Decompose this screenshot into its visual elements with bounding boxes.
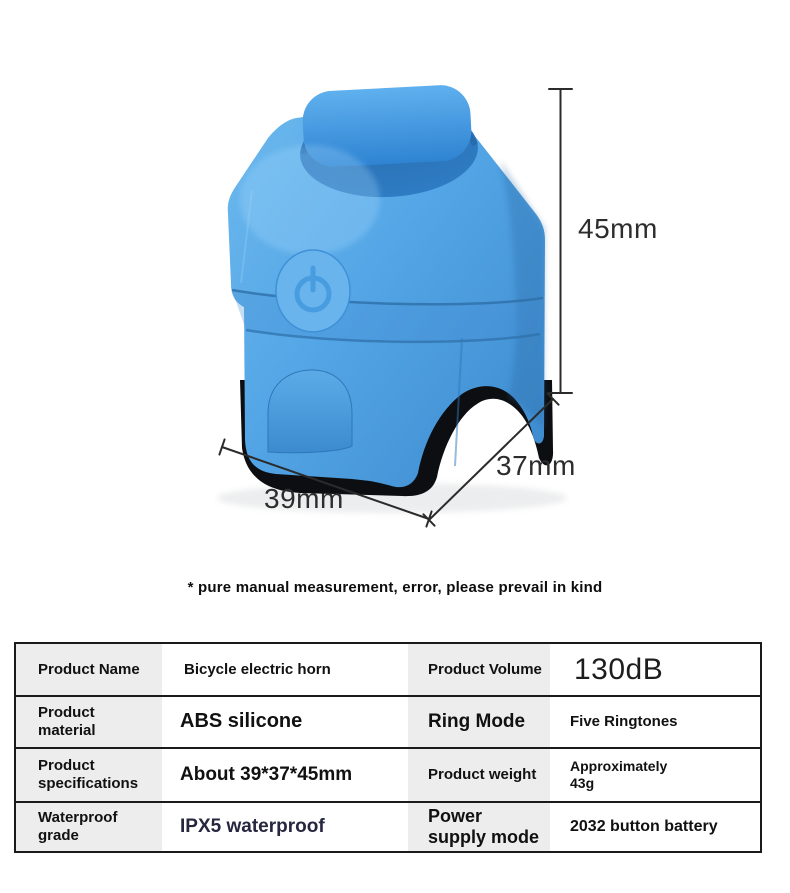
dimension-line-height bbox=[549, 89, 572, 393]
spec-label-product-specifications: Product specifications bbox=[16, 747, 162, 801]
power-button bbox=[276, 250, 350, 332]
dimension-label-height: 45mm bbox=[578, 213, 658, 244]
spec-label-product-material: Product material bbox=[16, 695, 162, 747]
spec-value-product-material: ABS silicone bbox=[162, 695, 408, 747]
spec-label-waterproof-grade: Waterproof grade bbox=[16, 801, 162, 851]
spec-value-waterproof-grade: IPX5 waterproof bbox=[162, 801, 408, 851]
spec-label-product-volume: Product Volume bbox=[408, 644, 550, 695]
spec-label-product-weight: Product weight bbox=[408, 747, 550, 801]
spec-label-product-name: Product Name bbox=[16, 644, 162, 695]
spec-label-ring-mode: Ring Mode bbox=[408, 695, 550, 747]
measurement-disclaimer: * pure manual measurement, error, please prevail in kind bbox=[187, 579, 603, 596]
spec-value-power-supply-mode: 2032 button battery bbox=[550, 801, 760, 851]
spec-value-product-volume: 130dB bbox=[574, 652, 664, 686]
spec-value-product-name: Bicycle electric horn bbox=[184, 660, 331, 678]
spec-value-product-weight: Approximately 43g bbox=[550, 747, 760, 801]
spec-value-product-specifications: About 39*37*45mm bbox=[162, 747, 408, 801]
dimension-label-width: 39mm bbox=[264, 483, 344, 514]
mount-tab bbox=[268, 370, 352, 453]
spec-label-power-supply-mode: Power supply mode bbox=[408, 801, 550, 851]
dimension-label-depth: 37mm bbox=[496, 450, 576, 481]
spec-table bbox=[14, 642, 762, 853]
spec-value-ring-mode: Five Ringtones bbox=[550, 695, 760, 747]
gloss-highlight bbox=[240, 145, 380, 255]
